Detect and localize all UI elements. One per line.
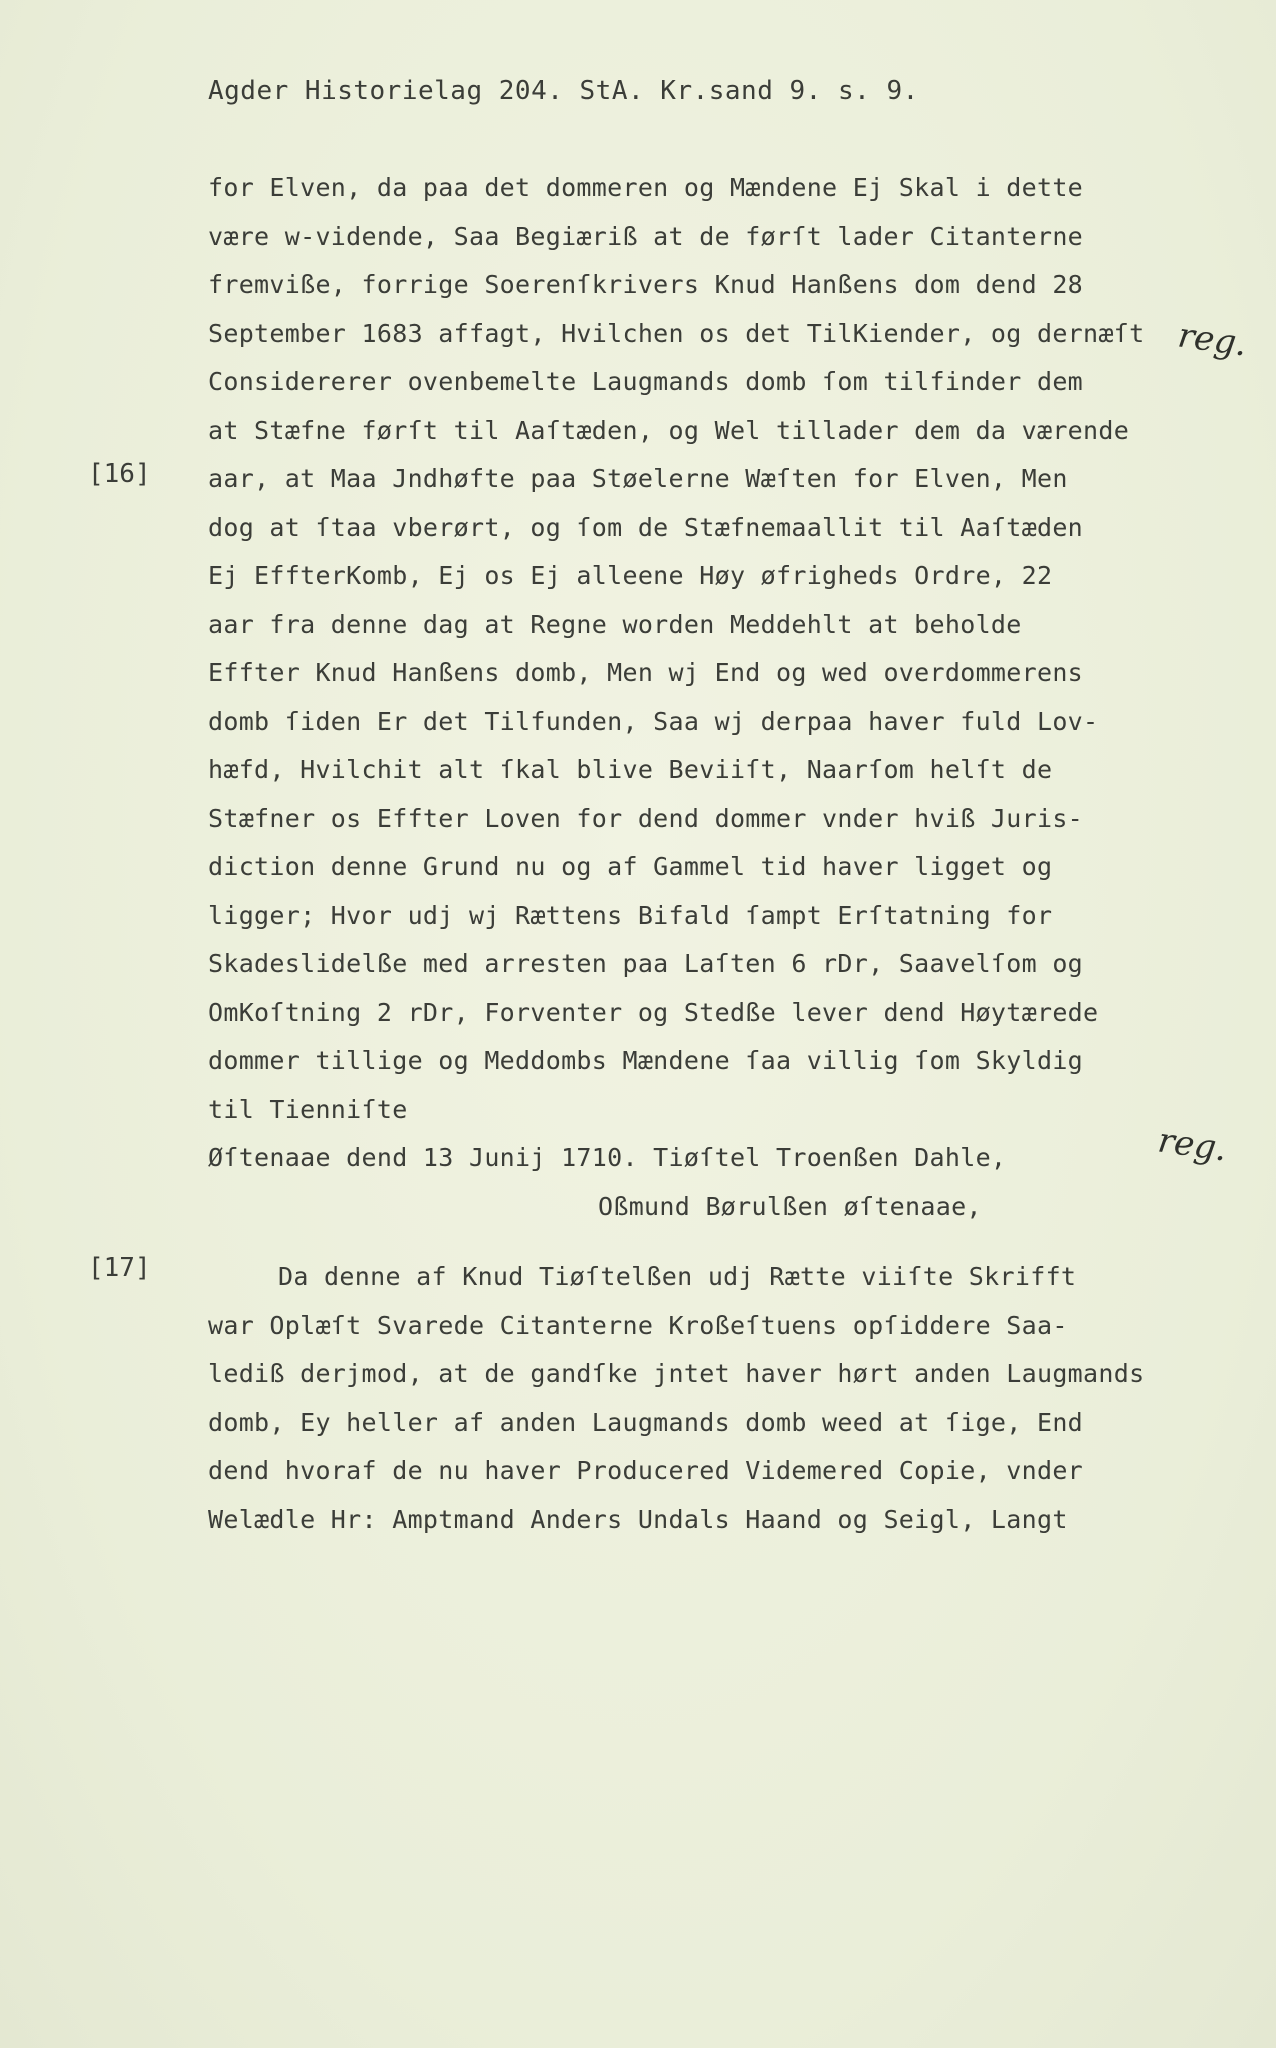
text-line: til Tienniſte [208, 1094, 408, 1124]
text-line: war Oplæſt Svarede Citanterne Kroßeſtuens opſiddere Saa- [208, 1310, 1068, 1340]
text-line: OmKoſtning 2 rDr, Forventer og Stedße lever dend Høytærede [208, 997, 1099, 1027]
text-line: hæfd, Hvilchit alt ſkal blive Beviiſt, Naarſom helſt de [208, 755, 1053, 784]
text-line: være w-vidende, Saa Begiæriß at de førſt lader Citanterne [208, 221, 1084, 251]
text-line: fremviße, forrige Soerenſkrivers Knud Hanßens dom dend 28 [208, 270, 1084, 299]
text-line: for Elven, da paa det dommeren og Mændene Ej Skal i dette [208, 173, 1084, 202]
text-line: Considererer ovenbemelte Laugmands domb ſom tilfinder dem [208, 367, 1084, 396]
signature-line-1: Øſtenaae dend 13 Junij 1710. Tiøſtel Troenßen Dahle, [208, 1143, 1007, 1172]
text-line: domb ſiden Er det Tilfunden, Saa wj derpaa haver fuld Lov- [208, 706, 1099, 736]
text-line: aar, at Maa Jndhøfte paa Støelerne Wæſten for Elven, Men [208, 464, 1068, 493]
text-line: ligger; Hvor udj wj Rættens Bifald ſampt Erſtatning for [208, 900, 1053, 930]
margin-number-16: [16] [88, 459, 151, 489]
text-line: at Stæfne førſt til Aaſtæden, og Wel tillader dem da værende [208, 415, 1130, 445]
text-line: Ej EffterKomb, Ej os Ej alleene Høy øfrigheds Ordre, 22 [208, 561, 1053, 590]
signature-line-2: Oßmund Børulßen øſtenaae, [598, 1191, 982, 1221]
paragraph-2 [208, 1253, 1148, 1544]
text-line: aar fra denne dag at Regne worden Meddehlt at beholde [208, 609, 1022, 639]
text-line: Welædle Hr: Amptmand Anders Undals Haand og Seigl, Langt [208, 1504, 1068, 1534]
text-line: September 1683 affagt, Hvilchen os det TilKiender, og dernæſt [208, 318, 1145, 348]
paragraph-1 [208, 164, 1148, 1231]
text-line: domb, Ey heller af anden Laugmands domb weed at ſige, End [208, 1407, 1084, 1437]
page-header: Agder Historielag 204. StA. Kr.sand 9. s. 9. [208, 76, 919, 106]
text-line: Skadeslidelße med arresten paa Laſten 6 rDr, Saavelſom og [208, 949, 1084, 978]
margin-note-reg: reg. [1175, 315, 1250, 365]
text-line: diction denne Grund nu og af Gammel tid haver ligget og [208, 852, 1053, 881]
text-line: Effter Knud Hanßens domb, Men wj End og wed overdommerens [208, 658, 1084, 687]
text-line: dog at ſtaa vberørt, og ſom de Stæfnemaallit til Aaſtæden [208, 512, 1084, 542]
text-line: dend hvoraf de nu haver Producered Videmered Copie, vnder [208, 1456, 1084, 1485]
text-line: dommer tillige og Meddombs Mændene ſaa villig ſom Skyldig [208, 1046, 1084, 1075]
text-line: Stæfner os Effter Loven for dend dommer vnder hviß Juris- [208, 803, 1084, 833]
margin-note-reg: reg. [1155, 1120, 1230, 1170]
text-line: Da denne af Knud Tiøſtelßen udj Rætte viiſte Skrifft [278, 1262, 1077, 1291]
text-line: lediß derjmod, at de gandſke jntet haver hørt anden Laugmands [208, 1359, 1145, 1388]
margin-number-17: [17] [88, 1253, 151, 1283]
